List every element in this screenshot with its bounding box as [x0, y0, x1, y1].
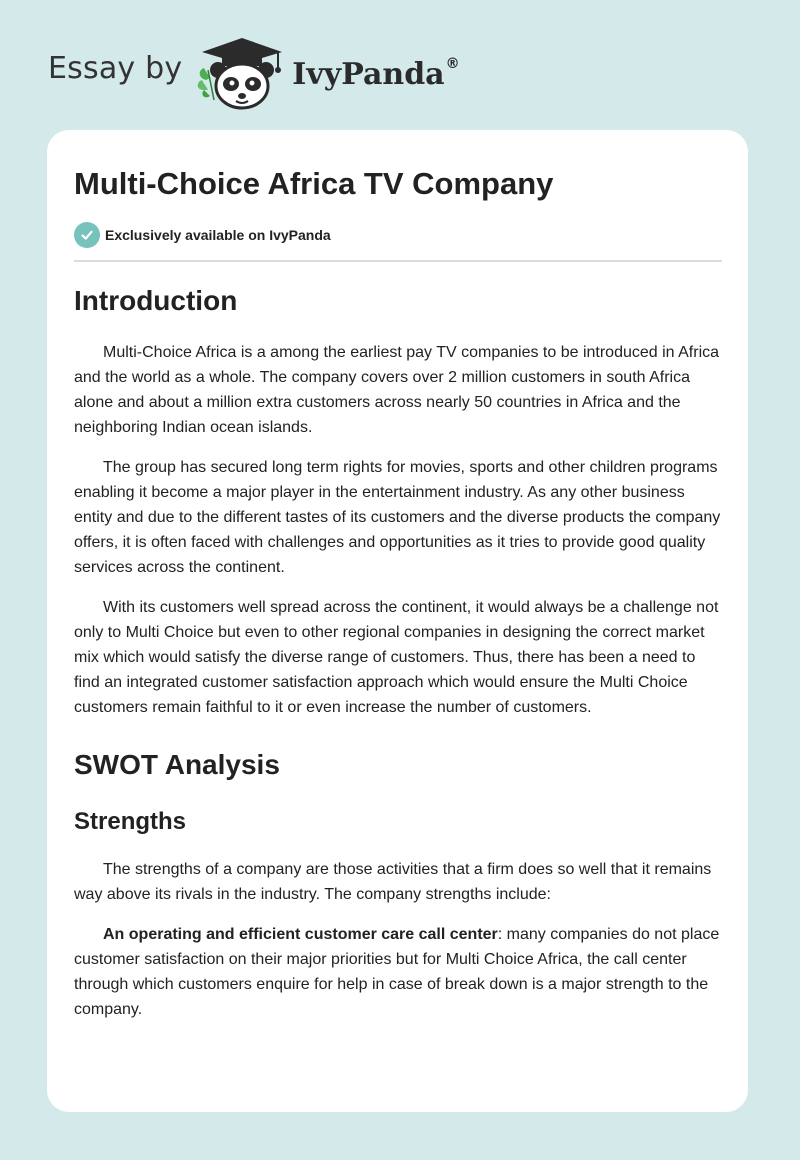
intro-paragraph: Multi-Choice Africa is a among the earliest pay TV companies to be introduced in Africa and the world as a whole. The company covers over 2 million customers in south Africa alone and about a million extra customers across nearly 50 countries in Africa and the neighboring Indian ocean islands.	[74, 344, 720, 436]
page-title: Multi-Choice Africa TV Company	[74, 166, 554, 201]
registered-mark: ®	[445, 56, 460, 72]
check-circle-icon	[74, 222, 100, 248]
site-header	[48, 34, 460, 110]
strength-paragraph	[74, 922, 722, 1022]
essay-card	[47, 130, 748, 1112]
ivypanda-logo-icon[interactable]	[196, 34, 288, 110]
section-heading-introduction: Introduction	[74, 285, 238, 316]
strength-title: An operating and efficient customer care call center	[103, 926, 498, 943]
brand-name[interactable]: IvyPanda®	[292, 56, 460, 92]
strength-text: : many companies do not place customer satisfaction on their major priorities but for Multi Choice Africa, the call center through which customers enquire for help in case of break down is a major strength to the company.	[74, 926, 720, 1018]
intro-paragraph: The group has secured long term rights for movies, sports and other children programs enabling it become a major player in the entertainment industry. As any other business entity and due to the different tastes of its customers and the diverse products the company offers, it is often faced with challenges and opportunities as it tries to provide good quality services across the continent.	[74, 459, 721, 576]
section-heading-swot: SWOT Analysis	[74, 749, 280, 780]
divider	[74, 260, 722, 262]
intro-paragraph: With its customers well spread across the continent, it would always be a challenge not only to Multi Choice but even to other regional companies in designing the correct market mix which would satisfy the diverse range of customers. Thus, there has been a need to find an integrated customer satisfaction approach which would ensure the Multi Choice customers remain faithful to it or even increase the number of customers.	[74, 599, 719, 716]
badge-label: Exclusively available on IvyPanda	[105, 226, 331, 243]
essay-by-label: Essay by	[48, 50, 183, 86]
strengths-intro-paragraph: The strengths of a company are those activities that a firm does so well that it remains way above its rivals in the industry. The company strengths include:	[74, 861, 712, 903]
subsection-heading-strengths: Strengths	[74, 808, 187, 835]
exclusive-badge	[74, 221, 722, 248]
